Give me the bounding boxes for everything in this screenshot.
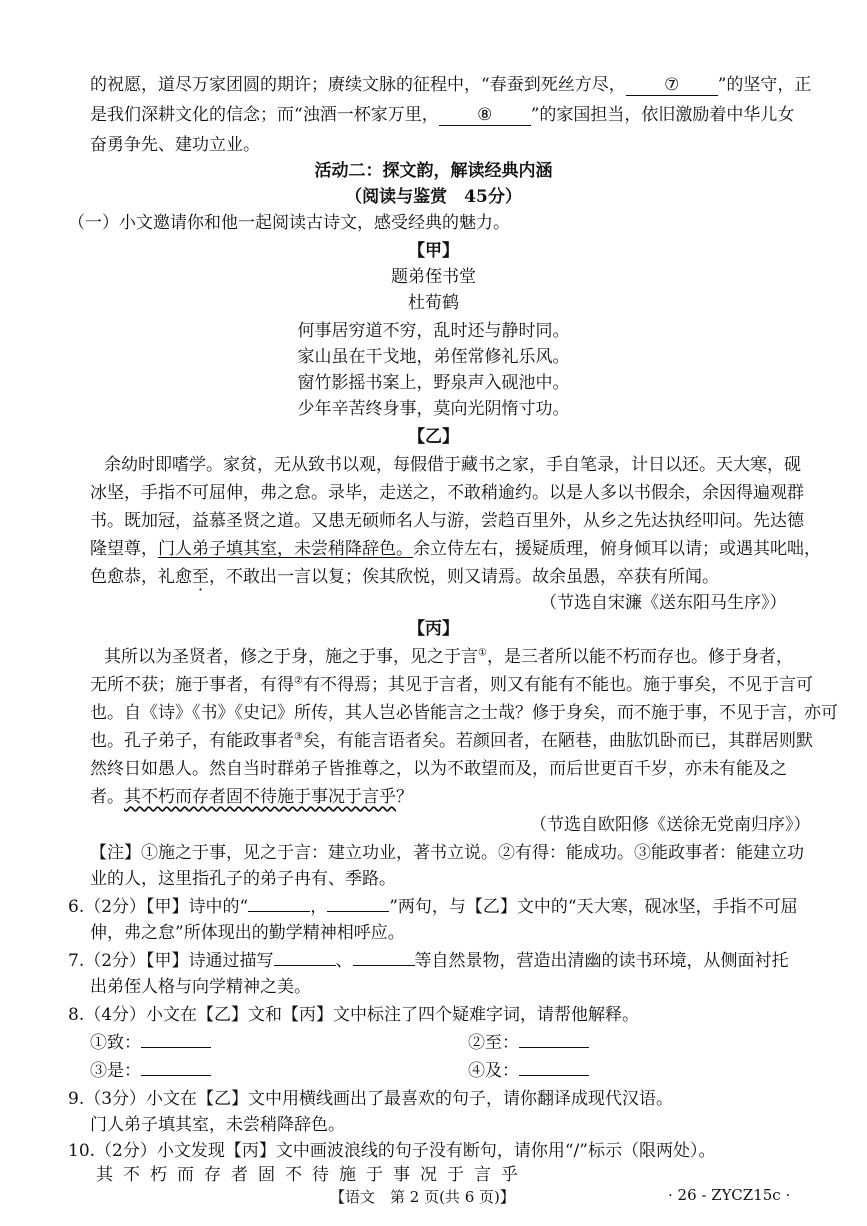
page-code: · 26 - ZYCZ15c · [668, 1186, 791, 1204]
yi-line: 冰坚，手指不可屈伸，弗之怠。录毕，走送之，不敢稍逾约。以是人多以书假余，余因得遍观群 [90, 483, 804, 503]
question-6-cont: 伸，弗之怠”所体现出的勤学精神相呼应。 [90, 923, 405, 943]
page-footer: 【语文 第 2 页(共 6 页)】 [330, 1188, 515, 1206]
poem-line: 少年辛苦终身事，莫向光阴惰寸功。 [297, 399, 570, 419]
yi-line: 隆望尊，门人弟子填其室，未尝稍降辞色。余立侍左右，援疑质理，俯身倾耳以请；或遇其叱咄， [90, 539, 821, 559]
poem-line: 家山虽在干戈地，弟侄常修礼乐风。 [297, 347, 570, 367]
question-7: 7.（2分）【甲】诗通过描写 、 等自然景物，营造出清幽的读书环境，从侧面衬托 [68, 951, 789, 971]
q9-sentence: 门人弟子填其室，未尝稍降辞色。 [90, 1115, 345, 1135]
yi-source: （节选自宋濂《送东阳马生序》） [540, 593, 787, 613]
answer-blank[interactable] [519, 1047, 589, 1048]
tag-bing: 【丙】 [408, 619, 459, 639]
activity-subtitle: （阅读与鉴赏 45分） [345, 187, 522, 207]
answer-blank[interactable] [248, 911, 310, 912]
bing-line: 者。其不朽而存者固不待施于事况于言乎？ [90, 787, 413, 807]
question-10: 10.（2分）小文发现【丙】文中画波浪线的句子没有断句，请你用“/”标示（限两处）。 [68, 1141, 716, 1161]
bing-line: 无所不获；施于事者，有得②有不得焉；其见于言者，则又有能有不能也。施于事矣，不见于言可 [90, 675, 813, 695]
q8-item-3: ③是： [90, 1060, 211, 1082]
bing-line: 然终日如愚人。然自当时群弟子皆推尊之，以为不敢望而及，而后世更百千岁，亦未有能及之 [90, 759, 787, 779]
q8-item-2: ②至： [468, 1032, 589, 1054]
answer-blank[interactable] [141, 1075, 211, 1076]
q8-item-4: ④及： [468, 1060, 589, 1082]
question-9: 9.（3分）小文在【乙】文中用横线画出了最喜欢的句子，请你翻译成现代汉语。 [68, 1089, 674, 1109]
activity-title: 活动二：探文韵，解读经典内涵 [314, 161, 553, 181]
yi-line: 色愈恭，礼愈至，不敢出一言以复；俟其欣悦，则又请焉。故余虽愚，卒获有所闻。 [90, 567, 719, 587]
bing-line: 也。自《诗》《书》《史记》所传，其人岂必皆能言之士哉？修于身矣，而不施于事，不见于言，亦可 [90, 703, 838, 723]
intro-line-1: 的祝愿，道尽万家团圆的期许；赓续文脉的征程中，“春蚕到死丝方尽， ⑦ ”的坚守，正 [90, 75, 812, 95]
tag-jia: 【甲】 [408, 241, 459, 261]
answer-blank[interactable] [519, 1075, 589, 1076]
poem-author: 杜荀鹤 [408, 293, 459, 313]
poem-line: 窗竹影摇书案上，野泉声入砚池中。 [297, 373, 570, 393]
intro-line-2: 是我们深耕文化的信念；而“浊酒一杯家万里， ⑧ ”的家国担当，依旧激励着中华儿女 [90, 105, 795, 125]
answer-blank[interactable] [327, 911, 389, 912]
note-line: 【注】①施之于事，见之于言：建立功业，著书立说。②有得：能成功。③能政事者：能建立功 [90, 843, 804, 863]
note-line: 业的人，这里指孔子的弟子冉有、季路。 [90, 869, 396, 889]
bing-source: （节选自欧阳修《送徐无党南归序》） [530, 815, 811, 835]
question-8: 8.（4分）小文在【乙】文和【丙】文中标注了四个疑难字词，请帮他解释。 [68, 1005, 640, 1025]
section-1-intro: （一）小文邀请你和他一起阅读古诗文，感受经典的魅力。 [68, 213, 510, 233]
underlined-sentence: 门人弟子填其室，未尝稍降辞色。 [158, 539, 413, 559]
question-7-cont: 出弟侄人格与向学精神之美。 [90, 977, 311, 997]
question-6: 6.（2分）【甲】诗中的“ ， ”两句，与【乙】文中的“天大寒，砚冰坚，手指不可屈 [68, 897, 798, 917]
answer-blank[interactable] [141, 1047, 211, 1048]
yi-line: 书。既加冠，益慕圣贤之道。又患无硕师名人与游，尝趋百里外，从乡之先达执经叩问。先达德 [90, 511, 804, 531]
poem-title: 题弟侄书堂 [391, 267, 476, 287]
bing-line: 也。孔子弟子，有能政事者③矣，有能言语者矣。若颜回者，在陋巷，曲肱饥卧而已，其群居则默 [90, 731, 813, 751]
blank-7[interactable]: ⑦ [626, 75, 718, 96]
intro-line-3: 奋勇争先、建功立业。 [90, 135, 260, 155]
tag-yi: 【乙】 [408, 427, 459, 447]
yi-line: 余幼时即嗜学。家贫，无从致书以观，每假借于藏书之家，手自笔录，计日以还。天大寒，砚 [104, 455, 801, 475]
answer-blank[interactable] [274, 965, 336, 966]
wavy-sentence: 其不朽而存者固不待施于事况于言乎 [124, 787, 396, 807]
marked-word-zhi: 至 [192, 567, 209, 587]
poem-line: 何事居穷道不穷，乱时还与静时同。 [297, 321, 570, 341]
answer-blank[interactable] [353, 965, 415, 966]
q8-item-1: ①致： [90, 1032, 211, 1054]
q10-sentence: 其不朽而存者固不待施于事况于言乎 [96, 1165, 528, 1185]
blank-8[interactable]: ⑧ [439, 105, 531, 126]
bing-line: 其所以为圣贤者，修之于身，施之于事，见之于言①，是三者所以能不朽而存也。修于身者， [104, 647, 793, 667]
